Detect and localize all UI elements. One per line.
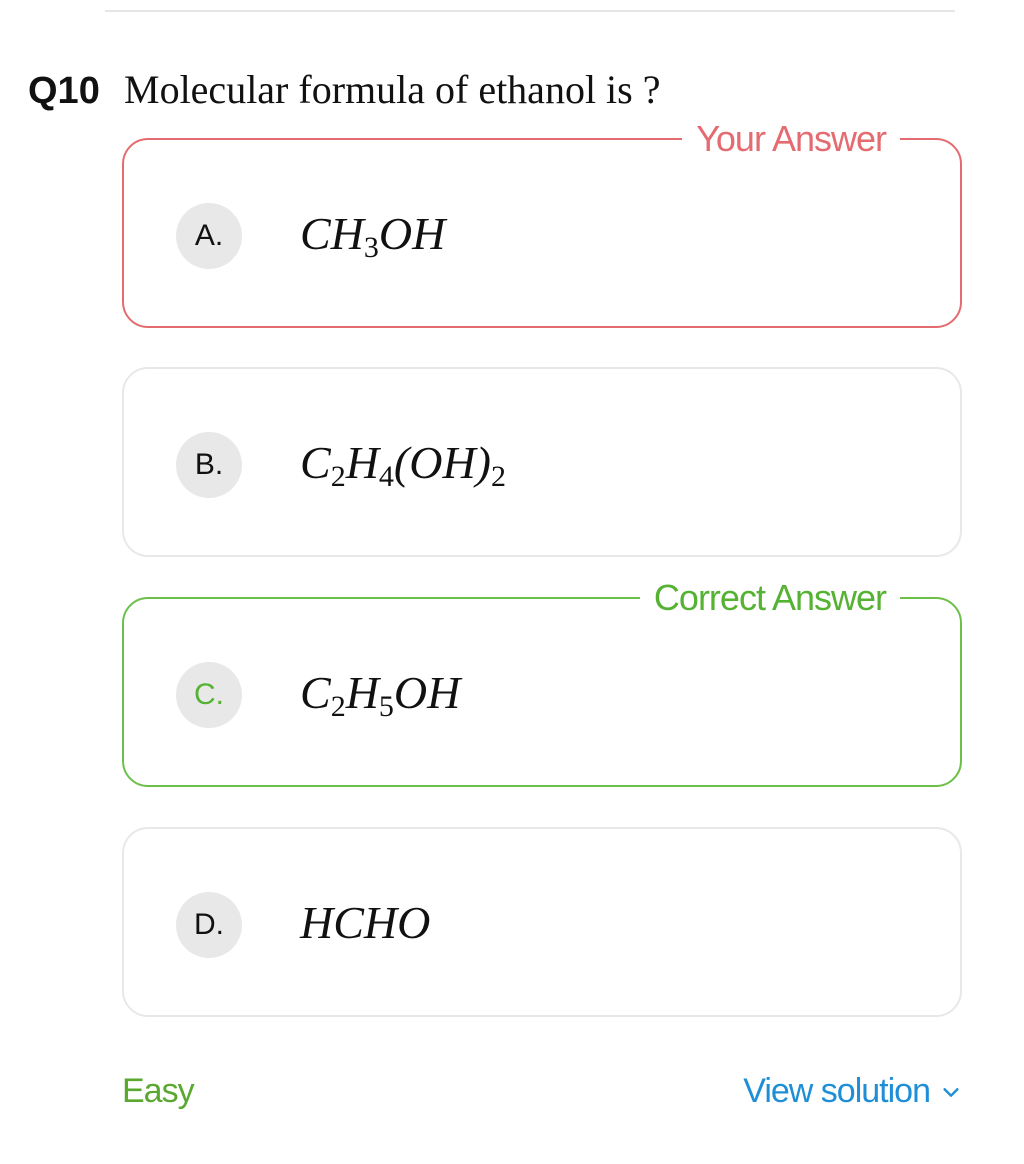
option-formula: $C_2H_4(OH)_2$ [300,437,506,493]
option-letter-badge: D. [176,892,242,958]
option-letter-badge: C. [176,662,242,728]
difficulty-label: Easy [122,1072,194,1110]
option-letter-badge: A. [176,203,242,269]
view-solution-label: View solution [743,1072,930,1110]
question-footer [122,1072,962,1122]
option-b[interactable] [122,367,962,557]
option-a[interactable] [122,118,962,328]
option-formula: HCHO [300,897,431,948]
question-header [28,66,660,113]
question-number: Q10 [28,70,100,112]
your-answer-tag: Your Answer [682,114,900,164]
option-c[interactable] [122,577,962,787]
top-divider [105,10,955,12]
view-solution-button[interactable] [743,1072,962,1111]
chevron-down-icon [940,1081,962,1103]
question-text: Molecular formula of ethanol is ? [124,67,661,112]
option-d[interactable] [122,827,962,1017]
option-letter-badge: B. [176,432,242,498]
option-formula: $CH_3OH$ [300,208,446,264]
correct-answer-tag: Correct Answer [640,573,900,623]
option-formula: $C_2H_5OH$ [300,667,461,723]
